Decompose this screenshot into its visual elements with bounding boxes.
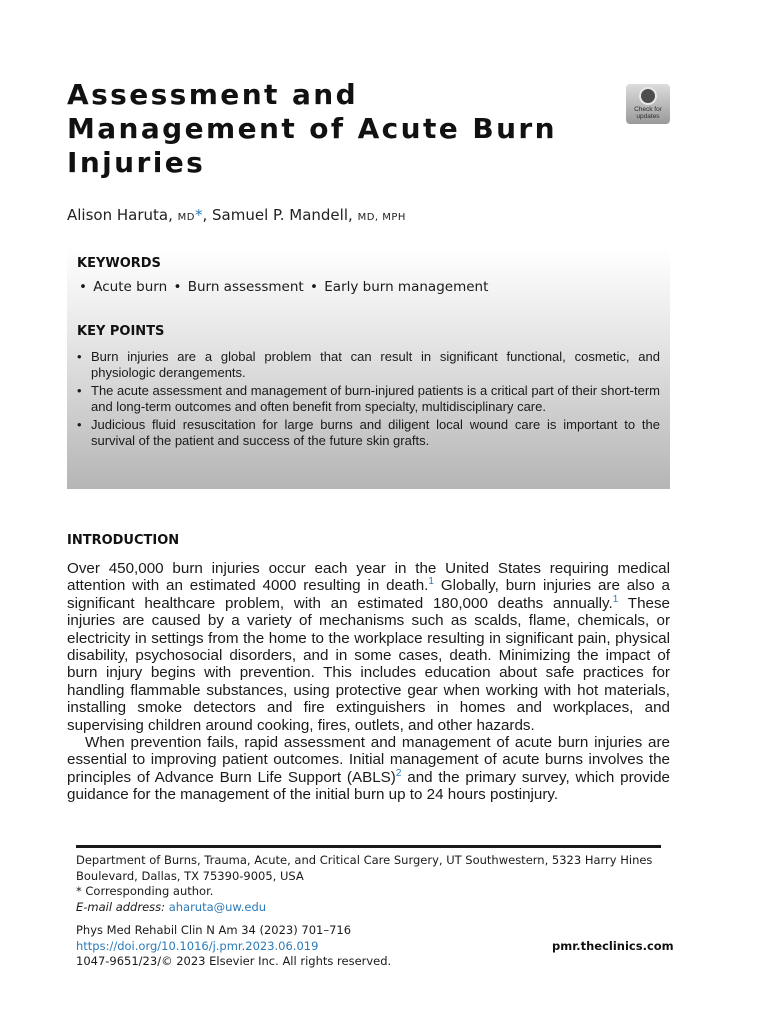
check-for-updates-badge[interactable]: [626, 84, 670, 124]
keywords-list: [77, 279, 660, 295]
email-link[interactable]: aharuta@uw.edu: [168, 899, 267, 914]
keyword: Acute burn: [93, 279, 168, 295]
copyright: 1047-9651/23/© 2023 Elsevier Inc. All rights reserved.: [76, 954, 392, 968]
footnotes: [76, 853, 666, 915]
journal-info: [76, 923, 391, 970]
text-run: and the primary survey, which provide guidance for the management of the initial burn up to 24 hours postinjury.: [67, 768, 670, 804]
key-points-list: [77, 349, 660, 448]
corresponding-author-mark[interactable]: *: [194, 206, 203, 224]
text-run: Globally, burn injuries are also a significant healthcare problem, with an estimated 180,000 deaths annually.: [67, 577, 670, 612]
text-run: Over 450,000 burn injuries occur each year in the United States requiring medical attention with an estimated 4000 resulting in death.: [67, 560, 670, 595]
key-point: • Burn injuries are a global problem that can result in significant functional, cosmetic, and physiologic derangements.: [77, 349, 660, 380]
email-label: E-mail address:: [76, 899, 166, 914]
article-title: Assessment and Management of Acute Burn Injuries: [67, 78, 557, 179]
reference-link[interactable]: 1: [428, 576, 434, 588]
journal-site: pmr.theclinics.com: [552, 939, 674, 953]
badge-label: Check for updates: [634, 106, 662, 120]
keywords-heading: KEYWORDS: [77, 256, 161, 271]
reference-link[interactable]: 1: [612, 593, 619, 605]
footnote-divider: [76, 845, 661, 848]
paragraph: [67, 560, 670, 734]
text-run: These injuries are caused by a variety of mechanisms such as scalds, flame, chemicals, or electricity in settings from the home to the workplace resulting in significant pain, physical disability, psychosocial disorders, and in some cases, death. Minimizing the impact of burn injury begins with prevention. This includes education about safe practices for handling flammable substances, using protective gear when working with hot materials, installing smoke detectors and fire extinguishers in homes and workplaces, and supervising children around cooking, fires, outlets, and other hazards.: [67, 594, 670, 734]
key-point: • Judicious fluid resuscitation for large burns and diligent local wound care is important to the survival of the patient and success of the future skin grafts.: [77, 417, 660, 448]
affiliation: Department of Burns, Trauma, Acute, and Critical Care Surgery, UT Southwestern, 5323 Harry Hines Boulevard, Dallas, TX 75390-9005, USA: [76, 853, 653, 883]
author-name: Samuel P. Mandell,: [212, 206, 353, 224]
keywords-keypoints-box: [67, 248, 670, 489]
keyword: Early burn management: [324, 279, 489, 295]
doi-link[interactable]: https://doi.org/10.1016/j.pmr.2023.06.019: [76, 938, 319, 953]
paragraph: [67, 734, 670, 804]
author-degree: MD, MPH: [357, 212, 406, 223]
citation: Phys Med Rehabil Clin N Am 34 (2023) 701–716: [76, 923, 352, 937]
author-name: Alison Haruta,: [67, 206, 173, 224]
author-list: [67, 206, 406, 224]
introduction-heading: INTRODUCTION: [67, 533, 180, 548]
keyword-bullet: •: [310, 279, 318, 295]
corresponding-note: * Corresponding author.: [76, 884, 214, 898]
keyword-bullet: •: [79, 279, 87, 295]
text-run: When prevention fails, rapid assessment and management of acute burn injuries are essential to improving patient outcomes. Initial management of acute burns involves the principles of Advance Burn Life Support (ABLS): [67, 734, 670, 786]
keyword-bullet: •: [173, 279, 182, 295]
key-points-heading: KEY POINTS: [77, 324, 165, 339]
check-updates-icon: [639, 87, 657, 105]
author-separator: ,: [202, 206, 208, 224]
key-point: • The acute assessment and management of burn-injured patients is a critical part of their short-term and long-term outcomes and often benefit from specialty, multidisciplinary care.: [77, 383, 660, 414]
introduction-body: [67, 560, 670, 804]
keyword: Burn assessment: [187, 279, 304, 295]
author-degree: MD: [177, 212, 195, 223]
reference-link[interactable]: 2: [395, 767, 402, 779]
email-line: [76, 900, 666, 916]
